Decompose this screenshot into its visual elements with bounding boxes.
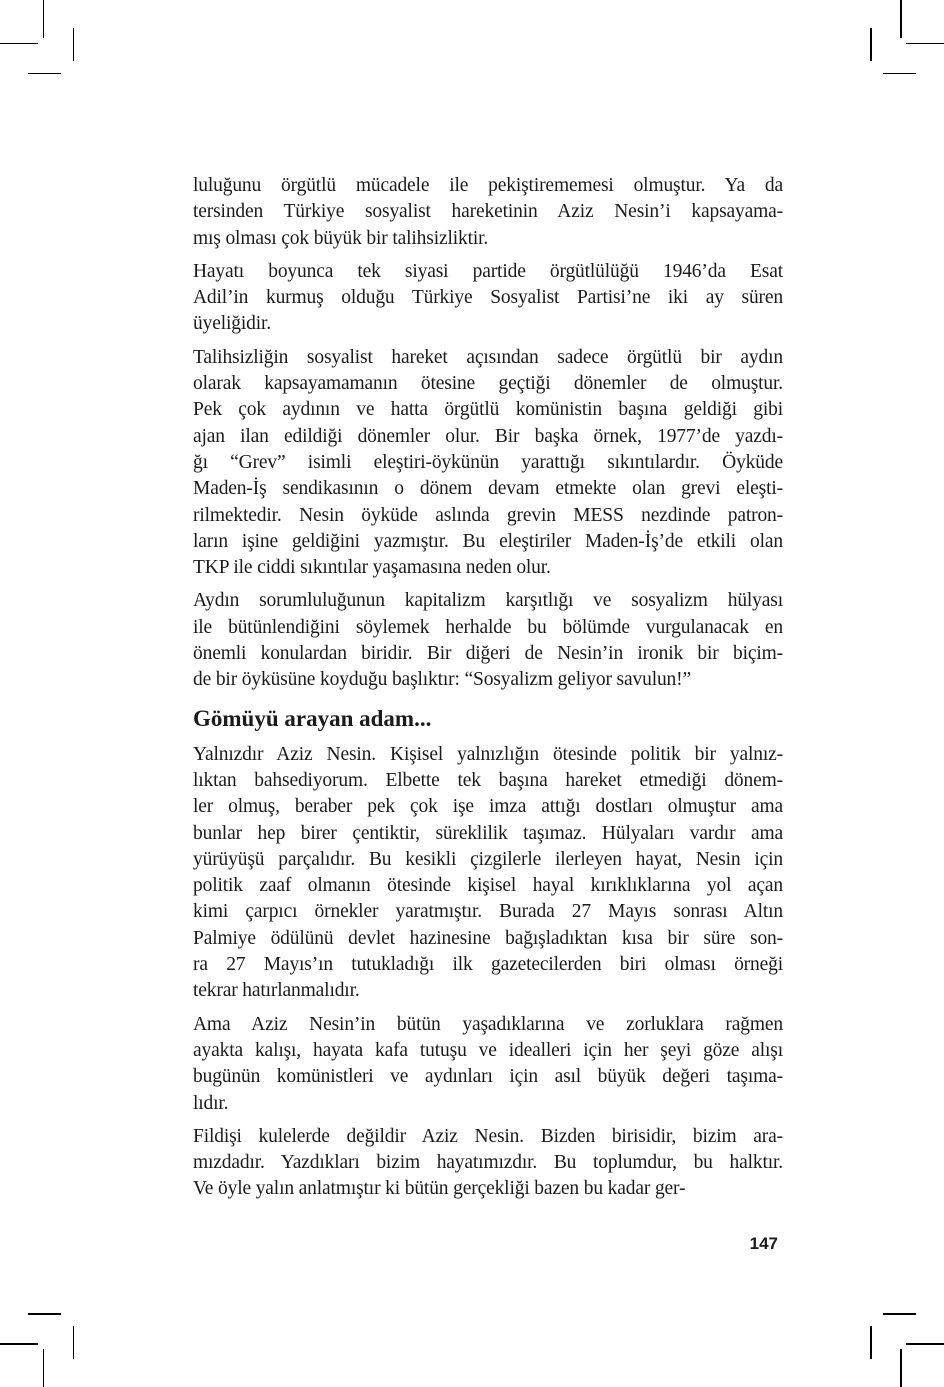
crop-mark-line (43, 1349, 45, 1387)
crop-mark-line (28, 1313, 61, 1315)
text-line: Adil’in kurmuş olduğu Türkiye Sosyalist Partisi’ne iki ay süren (193, 287, 783, 309)
text-line: Hayatı boyunca tek siyasi partide örgütlülüğü 1946’da Esat (193, 260, 783, 282)
crop-mark-line (73, 1326, 75, 1359)
crop-mark-line (900, 0, 902, 38)
crop-mark-line (28, 73, 61, 75)
text-line: Aydın sorumluluğunun kapitalizm karşıtlığı ve sosyalizm hülyası (193, 590, 783, 612)
text-line: önemli konulardan biridir. Bir diğeri de Nesin’in ironik bir biçim- (193, 643, 783, 665)
text-line: lıktan bahsediyorum. Elbette tek başına hareket etmediği dönem- (193, 769, 783, 791)
text-line: kimi çarpıcı örnekler yaratmıştır. Burada 27 Mayıs sonrası Altın (193, 901, 783, 923)
text-line: Yalnızdır Aziz Nesin. Kişisel yalnızlığın ötesinde politik bir yalnız- (193, 743, 783, 765)
crop-mark-line (883, 73, 916, 75)
text-line: tekrar hatırlanmalıdır. (193, 980, 360, 1002)
text-line: Pek çok aydının ve hatta örgütlü komünistin başına geldiği gibi (193, 399, 783, 421)
section-heading: Gömüyü arayan adam... (193, 705, 432, 731)
paragraph (193, 345, 783, 582)
text-line: rilmektedir. Nesin öyküde aslında grevin MESS nezdinde patron- (193, 504, 783, 526)
text-line: ğı “Grev” isimli eleştiri-öykünün yarattığı sıkıntılardır. Öyküde (193, 451, 783, 473)
crop-mark-line (883, 1313, 916, 1315)
crop-mark-line (870, 1326, 872, 1359)
crop-mark-line (43, 0, 45, 38)
text-line: TKP ile ciddi sıkıntılar yaşamasına neden olur. (193, 557, 551, 579)
text-line: mış olması çok büyük bir talihsizliktir. (193, 227, 489, 249)
text-line: Palmiye ödülünü devlet hazinesine bağışladıktan kısa bir süre son- (193, 927, 783, 949)
text-line: ler olmuş, beraber pek çok işe imza attığı dostları olmuştur ama (193, 796, 783, 818)
text-line: mızdadır. Yazdıkları bizim hayatımızdır. Bu toplumdur, bu halktır. (193, 1152, 783, 1174)
text-line: bugünün komünistleri ve aydınları için asıl büyük değeri taşıma- (193, 1066, 783, 1088)
text-line: de bir öyküsüne koyduğu başlıktır: “Sosyalizm geliyor savulun!” (193, 669, 692, 691)
text-line: luluğunu örgütlü mücadele ile pekiştirememesi olmuştur. Ya da (193, 175, 783, 196)
text-line: üyeliğidir. (193, 313, 271, 335)
text-line: bunlar hep birer çentiktir, süreklilik taşımaz. Hülyaları vardır ama (193, 822, 783, 844)
text-line: Talihsizliğin sosyalist hareket açısından sadece örgütlü bir aydın (193, 346, 783, 368)
paragraph (193, 1012, 783, 1117)
crop-mark-line (906, 43, 944, 45)
crop-mark-line (906, 1343, 944, 1345)
text-line: Fildişi kulelerde değildir Aziz Nesin. Bizden birisidir, bizim ara- (193, 1125, 783, 1147)
page-number: 147 (749, 1234, 778, 1253)
paragraph (193, 742, 783, 1005)
text-line: ayakta kalışı, hayata kafa tutuşu ve idealleri için her şeyi göze alışı (193, 1039, 783, 1061)
text-line: Ama Aziz Nesin’in bütün yaşadıklarına ve zorluklara rağmen (193, 1013, 783, 1035)
paragraph (193, 588, 783, 693)
text-line: Ve öyle yalın anlatmıştır ki bütün gerçekliği bazen bu kadar ger- (193, 1178, 686, 1200)
crop-mark-line (0, 1343, 38, 1345)
text-line: ra 27 Mayıs’ın tutukladığı ilk gazetecilerden biri olması örneği (193, 954, 783, 976)
text-line: ile bütünlendiğini söylemek herhalde bu bölümde vurgulanacak en (193, 616, 783, 638)
paragraph (193, 259, 783, 338)
text-line: ajan ilan edildiği dönemler olur. Bir başka örnek, 1977’de yazdı- (193, 425, 783, 447)
text-line: politik zaaf olmanın ötesinde kişisel hayal kırıklıklarına yol açan (193, 875, 783, 897)
text-line: yürüyüşü parçalıdır. Bu kesikli çizgilerle ilerleyen hayat, Nesin için (193, 848, 783, 870)
text-line: lıdır. (193, 1092, 229, 1114)
text-line: olarak kapsayamamanın ötesine geçtiği dönemler de olmuştur. (193, 373, 783, 395)
text-line: ların işine geldiğini yazmıştır. Bu eleştiriler Maden-İş’de etkili olan (193, 530, 783, 552)
text-line: Maden-İş sendikasının o dönem devam etmekte olan grevi eleşti- (193, 478, 783, 500)
text-line: tersinden Türkiye sosyalist hareketinin Aziz Nesin’i kapsayama- (193, 201, 783, 223)
body-text (193, 173, 783, 1210)
crop-mark-line (73, 28, 75, 61)
paragraph (193, 173, 783, 252)
crop-mark-line (0, 43, 38, 45)
crop-mark-line (870, 28, 872, 61)
crop-mark-line (900, 1349, 902, 1387)
paragraph (193, 1124, 783, 1203)
